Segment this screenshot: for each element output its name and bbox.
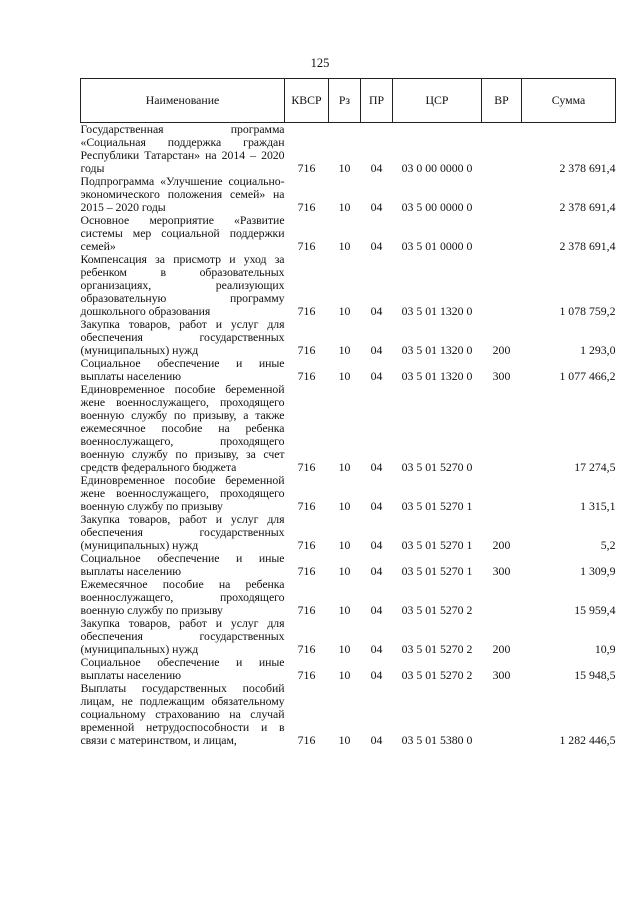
row-name: Социальное обеспечение и иные выплаты населению: [80, 356, 285, 383]
table-body: [81, 123, 616, 748]
row-sum: 15 948,5: [574, 668, 616, 682]
row-name: Основное мероприятие «Развитие системы мер социальной поддержки семей»: [80, 213, 285, 253]
row-csr: 03 5 01 5380 0: [401, 733, 473, 747]
row-kvsr: 716: [297, 161, 316, 175]
row-kvsr: 716: [297, 564, 316, 578]
row-name: Закупка товаров, работ и услуг для обеспечения государственных (муниципальных) нужд: [80, 616, 285, 656]
header-name: Наименование: [81, 79, 285, 123]
row-vr: 300: [492, 369, 511, 383]
row-sum: 2 378 691,4: [559, 161, 616, 175]
row-kvsr: 716: [297, 343, 316, 357]
table-row: [81, 513, 616, 552]
table-row: [81, 682, 616, 747]
row-kvsr: 716: [297, 499, 316, 513]
row-csr: 03 5 01 1320 0: [401, 343, 473, 357]
row-name: Компенсация за присмотр и уход за ребенком в образовательных организациях, реализующих образовательную программу дошкольного образования: [80, 252, 285, 318]
row-sum: 1 293,0: [580, 343, 616, 357]
row-rz: 10: [338, 642, 351, 656]
row-name: Единовременное пособие беременной жене военнослужащего, проходящего военную службу по призыву: [80, 473, 285, 513]
row-vr: [482, 214, 522, 253]
row-kvsr: 716: [297, 603, 316, 617]
row-kvsr: 716: [297, 460, 316, 474]
row-csr: 03 5 01 1320 0: [401, 369, 473, 383]
row-pr: 04: [370, 538, 383, 552]
row-sum: 15 959,4: [574, 603, 616, 617]
table-row: [81, 123, 616, 176]
row-vr: [482, 474, 522, 513]
row-pr: 04: [370, 564, 383, 578]
row-kvsr: 716: [297, 369, 316, 383]
row-name: Социальное обеспечение и иные выплаты населению: [80, 551, 285, 578]
row-name: Ежемесячное пособие на ребенка военнослужащего, проходящего военную службу по призыву: [80, 577, 285, 617]
row-rz: 10: [338, 161, 351, 175]
row-name: Социальное обеспечение и иные выплаты населению: [80, 655, 285, 682]
row-vr: [482, 578, 522, 617]
row-rz: 10: [338, 668, 351, 682]
row-csr: 03 5 01 5270 2: [401, 603, 473, 617]
row-pr: 04: [370, 668, 383, 682]
row-sum: 2 378 691,4: [559, 239, 616, 253]
row-sum: 5,2: [600, 538, 616, 552]
header-vr: ВР: [482, 79, 522, 123]
row-rz: 10: [338, 460, 351, 474]
table-row: [81, 578, 616, 617]
table-row: [81, 214, 616, 253]
row-pr: 04: [370, 460, 383, 474]
row-sum: 1 078 759,2: [559, 304, 616, 318]
row-pr: 04: [370, 161, 383, 175]
row-csr: 03 5 01 5270 1: [401, 499, 473, 513]
table-row: [81, 617, 616, 656]
row-csr: 03 5 01 1320 0: [401, 304, 473, 318]
row-rz: 10: [338, 564, 351, 578]
row-name: Закупка товаров, работ и услуг для обеспечения государственных (муниципальных) нужд: [80, 317, 285, 357]
row-kvsr: 716: [297, 733, 316, 747]
row-sum: 10,9: [594, 642, 616, 656]
row-rz: 10: [338, 538, 351, 552]
table-header-row: [81, 79, 616, 123]
row-rz: 10: [338, 239, 351, 253]
table-row: [81, 357, 616, 383]
row-rz: 10: [338, 304, 351, 318]
row-name: Закупка товаров, работ и услуг для обеспечения государственных (муниципальных) нужд: [80, 512, 285, 552]
row-pr: 04: [370, 239, 383, 253]
header-pr: ПР: [361, 79, 393, 123]
row-kvsr: 716: [297, 538, 316, 552]
row-csr: 03 5 01 0000 0: [401, 239, 473, 253]
table-row: [81, 552, 616, 578]
row-sum: 2 378 691,4: [559, 200, 616, 214]
row-csr: 03 5 01 5270 1: [401, 564, 473, 578]
row-vr: [482, 253, 522, 318]
row-vr: 300: [492, 564, 511, 578]
row-rz: 10: [338, 499, 351, 513]
header-csr: ЦСР: [393, 79, 482, 123]
row-name: Единовременное пособие беременной жене военнослужащего, проходящего военную службу по призыву, а также ежемесячное пособие на ребенка военнослужащего, проходящего военную службу по призыву, за счет средств федерального бюджета: [80, 382, 285, 474]
row-kvsr: 716: [297, 642, 316, 656]
row-vr: 200: [492, 642, 511, 656]
row-kvsr: 716: [297, 304, 316, 318]
row-vr: [482, 682, 522, 747]
row-rz: 10: [338, 733, 351, 747]
table-row: [81, 474, 616, 513]
row-name: Выплаты государственных пособий лицам, не подлежащим обязательному социальному страхованию на случай временной нетрудоспособности и в связи с материнством, и лицам,: [80, 681, 285, 747]
row-sum: 1 077 466,2: [559, 369, 616, 383]
row-kvsr: 716: [297, 668, 316, 682]
row-kvsr: 716: [297, 200, 316, 214]
row-pr: 04: [370, 343, 383, 357]
row-name: Государственная программа «Социальная поддержка граждан Республики Татарстан» на 2014 – 2020 годы: [80, 122, 285, 175]
row-csr: 03 5 01 5270 2: [401, 668, 473, 682]
row-pr: 04: [370, 369, 383, 383]
budget-table: [80, 78, 616, 747]
row-rz: 10: [338, 603, 351, 617]
row-vr: 200: [492, 538, 511, 552]
row-sum: 17 274,5: [574, 460, 616, 474]
row-sum: 1 282 446,5: [559, 733, 616, 747]
row-vr: 200: [492, 343, 511, 357]
row-pr: 04: [370, 642, 383, 656]
row-pr: 04: [370, 499, 383, 513]
row-vr: [482, 383, 522, 474]
row-sum: 1 315,1: [580, 499, 616, 513]
row-rz: 10: [338, 343, 351, 357]
table-row: [81, 253, 616, 318]
row-csr: 03 0 00 0000 0: [401, 161, 473, 175]
row-csr: 03 5 01 5270 1: [401, 538, 473, 552]
row-csr: 03 5 01 5270 0: [401, 460, 473, 474]
table-row: [81, 656, 616, 682]
row-pr: 04: [370, 603, 383, 617]
row-sum: 1 309,9: [580, 564, 616, 578]
row-name: Подпрограмма «Улучшение социально-экономического положения семей» на 2015 – 2020 годы: [80, 174, 285, 214]
row-csr: 03 5 00 0000 0: [401, 200, 473, 214]
page-number: 125: [310, 56, 330, 70]
row-csr: 03 5 01 5270 2: [401, 642, 473, 656]
row-rz: 10: [338, 200, 351, 214]
row-vr: 300: [492, 668, 511, 682]
row-pr: 04: [370, 304, 383, 318]
table-row: [81, 383, 616, 474]
row-pr: 04: [370, 200, 383, 214]
table-row: [81, 175, 616, 214]
row-vr: [482, 175, 522, 214]
header-rz: Рз: [329, 79, 361, 123]
row-pr: 04: [370, 733, 383, 747]
row-rz: 10: [338, 369, 351, 383]
header-kvsr: КВСР: [285, 79, 329, 123]
row-vr: [482, 123, 522, 176]
row-kvsr: 716: [297, 239, 316, 253]
header-sum: Сумма: [522, 79, 616, 123]
table-row: [81, 318, 616, 357]
